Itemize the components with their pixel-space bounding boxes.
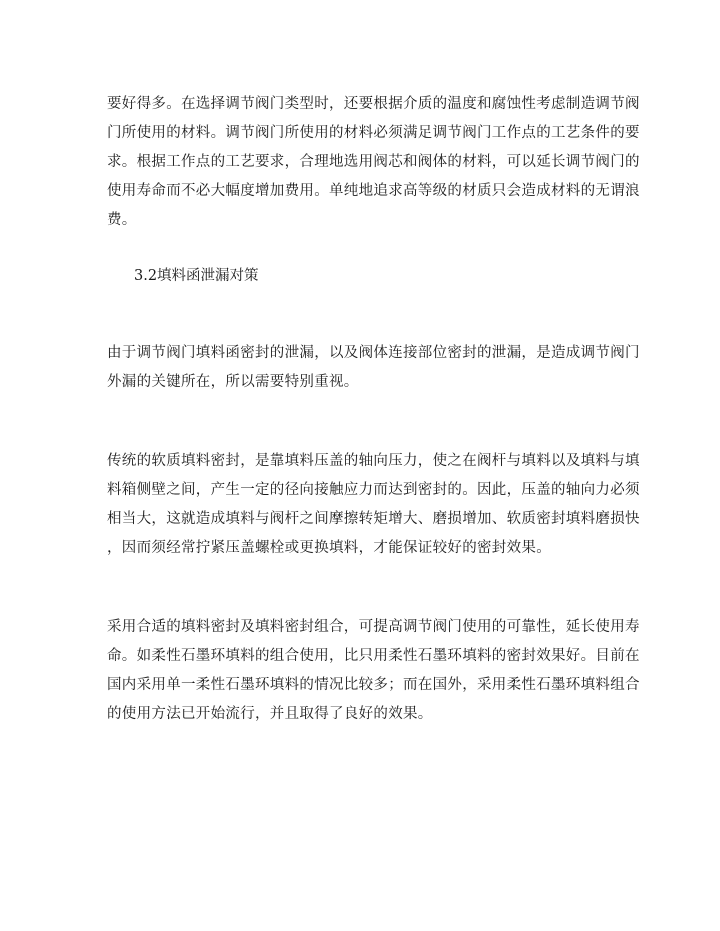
text-line: 命。如柔性石墨环填料的组合使用，比只用柔性石墨环填料的密封效果好。目前在 xyxy=(107,648,640,664)
text-line: 采用合适的填料密封及填料密封组合，可提高调节阀门使用的可靠性，延长使用寿 xyxy=(107,619,640,635)
text-line: 门所使用的材料。调节阀门所使用的材料必须满足调节阀门工作点的工艺条件的要 xyxy=(107,125,640,141)
text-line: 求。根据工作点的工艺要求，合理地选用阀芯和阀体的材料，可以延长调节阀门的 xyxy=(107,154,640,170)
text-line: 料箱侧壁之间，产生一定的径向接触应力而达到密封的。因此，压盖的轴向力必须 xyxy=(107,482,640,498)
text-line: 的使用方法已开始流行，并且取得了良好的效果。 xyxy=(107,706,433,722)
text-line: ，因而须经常拧紧压盖螺栓或更换填料，才能保证较好的密封效果。 xyxy=(107,540,551,556)
text-line: 费。 xyxy=(107,212,137,228)
text-line: 外漏的关键所在，所以需要特别重视。 xyxy=(107,374,359,390)
text-line: 由于调节阀门填料函密封的泄漏，以及阀体连接部位密封的泄漏，是造成调节阀门 xyxy=(107,345,640,361)
text-line: 传统的软质填料密封，是靠填料压盖的轴向压力，使之在阀杆与填料以及填料与填 xyxy=(107,453,640,469)
text-line: 使用寿命而不必大幅度增加费用。单纯地追求高等级的材质只会造成材料的无谓浪 xyxy=(107,183,640,199)
section-heading: 3.2填料函泄漏对策 xyxy=(134,268,259,284)
text-line: 国内采用单一柔性石墨环填料的情况比较多；而在国外，采用柔性石墨环填料组合 xyxy=(107,677,640,693)
text-line: 相当大，这就造成填料与阀杆之间摩擦转矩增大、磨损增加、软质密封填料磨损快 xyxy=(107,511,640,527)
text-line: 要好得多。在选择调节阀门类型时，还要根据介质的温度和腐蚀性考虑制造调节阀 xyxy=(107,96,640,112)
